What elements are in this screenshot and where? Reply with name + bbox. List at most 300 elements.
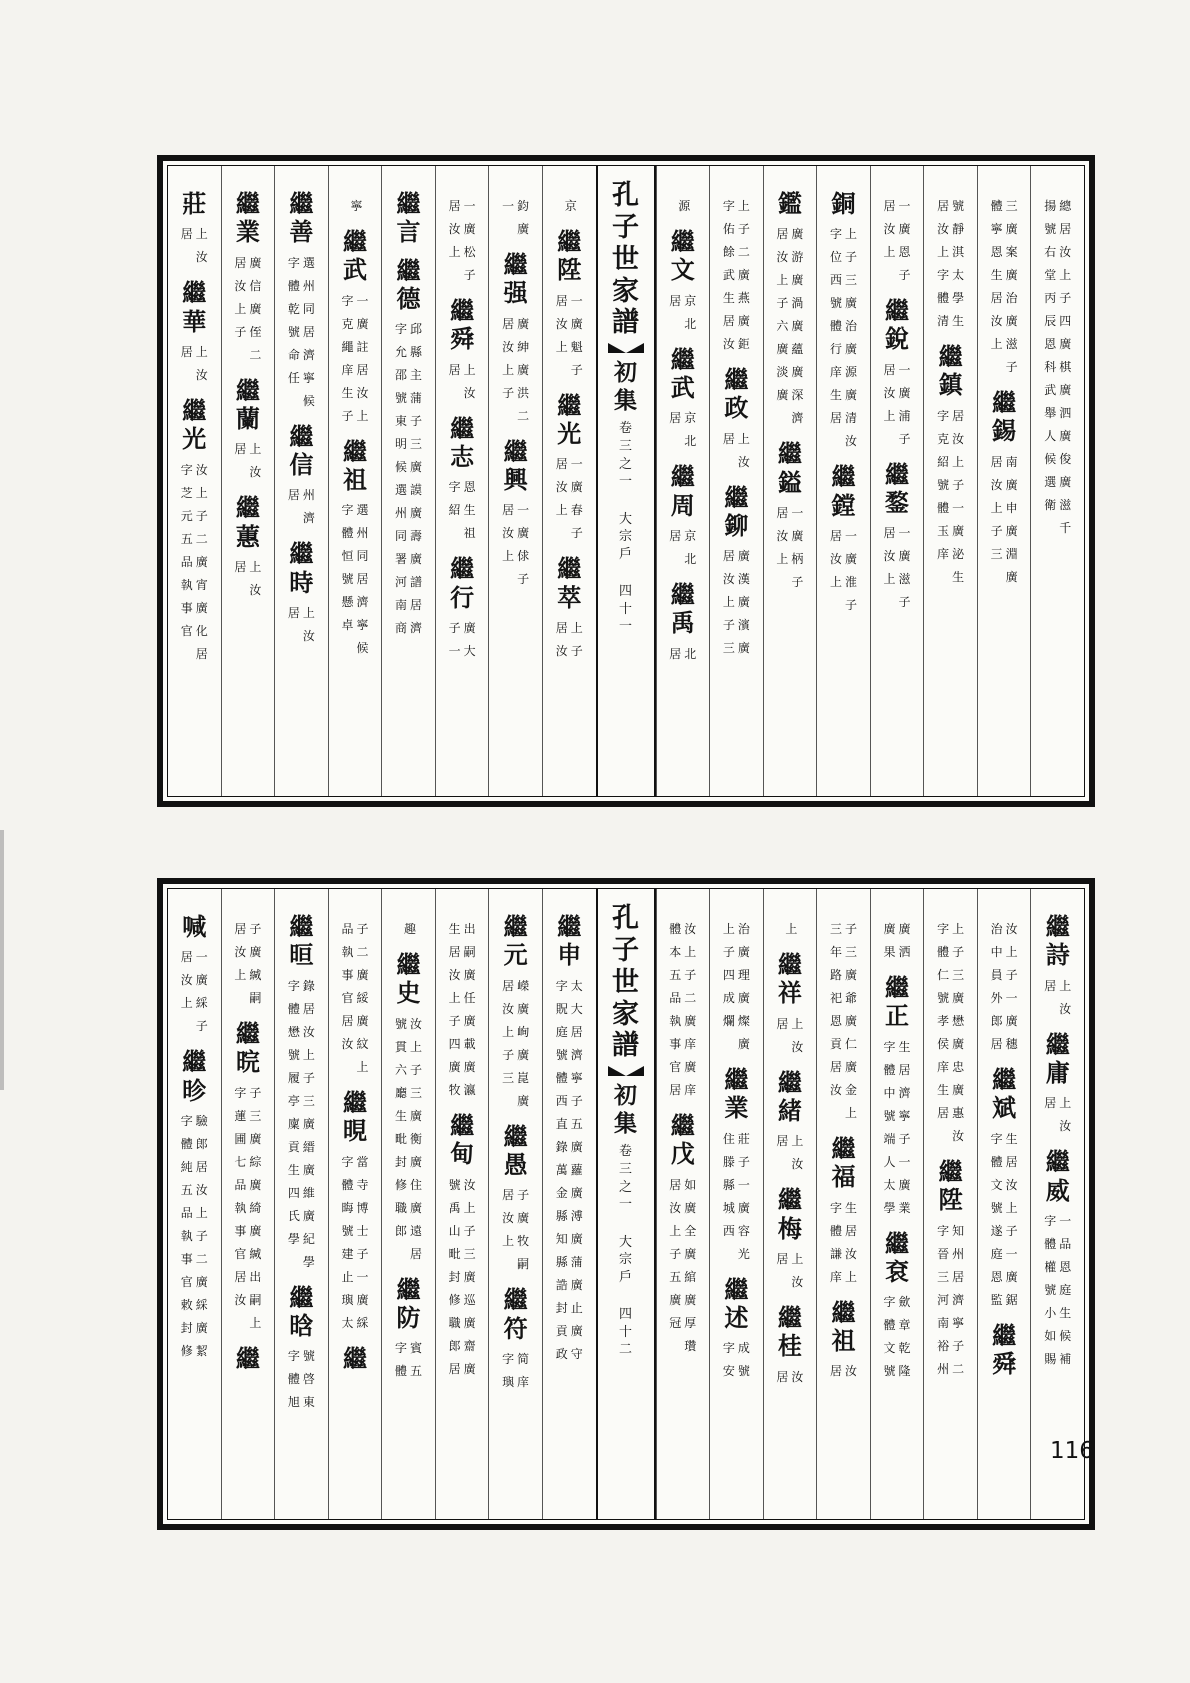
annotation-line-left bbox=[669, 407, 681, 453]
annotation-char: 上 bbox=[463, 1200, 476, 1215]
annotation-line-left bbox=[288, 252, 300, 413]
name-char: 晥 bbox=[235, 1047, 260, 1077]
register-column bbox=[870, 889, 924, 1519]
annotation-char: 寧 bbox=[350, 199, 363, 213]
entry-name bbox=[557, 392, 581, 449]
annotation-char: 居 bbox=[234, 922, 247, 936]
annotation-char: 申 bbox=[1005, 500, 1018, 515]
annotation-char: 汝 bbox=[1005, 922, 1018, 936]
annotation-char: 子 bbox=[898, 1131, 911, 1146]
annotation-char: 廣 bbox=[249, 301, 262, 316]
annotation-char: 廣 bbox=[356, 968, 369, 982]
entry-annotation bbox=[723, 545, 750, 660]
annotation-char: 生 bbox=[722, 291, 735, 305]
annotation-char: 如 bbox=[684, 1177, 697, 1192]
annotation-char: 緘 bbox=[249, 968, 262, 982]
annotation-char: 子 bbox=[737, 222, 750, 236]
annotation-char: 廣 bbox=[1005, 569, 1018, 584]
annotation-char: 士 bbox=[356, 1223, 369, 1238]
annotation-char: 仁 bbox=[937, 968, 950, 982]
annotation-char: 乾 bbox=[287, 301, 300, 316]
annotation-char: 止 bbox=[341, 1269, 354, 1284]
genealogy-entry bbox=[884, 190, 911, 287]
annotation-char: 子 bbox=[722, 945, 735, 959]
annotation-char: 大 bbox=[570, 1001, 583, 1016]
name-char: 繼 bbox=[503, 1121, 528, 1151]
annotation-char: 蓮 bbox=[234, 1108, 247, 1123]
annotation-line-right bbox=[356, 290, 368, 428]
annotation-line-left bbox=[288, 1345, 300, 1414]
annotation-char: 一 bbox=[898, 199, 911, 213]
register-column bbox=[542, 889, 596, 1519]
annotation-char: 居 bbox=[829, 1060, 842, 1074]
annotation-char: 生 bbox=[829, 388, 842, 403]
annotation-char: 廣 bbox=[517, 1001, 530, 1016]
annotation-char: 縣 bbox=[722, 1177, 735, 1192]
annotation-line-left bbox=[395, 318, 407, 640]
annotation-char: 一 bbox=[791, 505, 804, 520]
annotation-char: 侄 bbox=[249, 324, 262, 339]
annotation-char: 子 bbox=[570, 643, 583, 658]
entry-name bbox=[182, 1048, 206, 1105]
name-char: 鉚 bbox=[724, 510, 749, 540]
annotation-line-right bbox=[1006, 451, 1018, 589]
annotation-char: 體 bbox=[287, 1001, 300, 1016]
annotation-char: 全 bbox=[684, 1223, 697, 1238]
annotation-line-right bbox=[791, 223, 803, 430]
annotation-char: 上 bbox=[195, 1205, 208, 1220]
annotation-char: 居 bbox=[952, 1269, 965, 1284]
annotation-char: 貢 bbox=[287, 1139, 300, 1154]
genealogy-entry bbox=[937, 913, 964, 1148]
annotation-line-right bbox=[791, 1130, 803, 1176]
annotation-line-right bbox=[738, 1337, 750, 1383]
annotation-char: 如 bbox=[1044, 1328, 1057, 1343]
annotation-line-right bbox=[464, 1174, 476, 1381]
annotation-char: 一 bbox=[1005, 1246, 1018, 1261]
annotation-char: 穗 bbox=[1005, 1037, 1018, 1051]
name-char: 祥 bbox=[777, 978, 802, 1008]
annotation-line-right bbox=[791, 1366, 803, 1389]
annotation-char: 廣 bbox=[791, 365, 804, 380]
annotation-line-right bbox=[249, 556, 261, 602]
register-column bbox=[221, 889, 275, 1519]
annotation-char: 居 bbox=[302, 324, 315, 339]
entry-annotation bbox=[669, 918, 696, 1102]
annotation-char: 河 bbox=[395, 575, 408, 590]
annotation-char: 汝 bbox=[883, 222, 896, 236]
annotation-char: 上 bbox=[180, 996, 193, 1011]
annotation-char: 學 bbox=[883, 1200, 896, 1215]
annotation-char: 子 bbox=[570, 362, 583, 377]
annotation-char: 居 bbox=[570, 1024, 583, 1039]
annotation-char: 上 bbox=[1005, 945, 1018, 959]
genealogy-entry bbox=[669, 463, 696, 571]
annotation-line-right bbox=[303, 602, 315, 648]
spine-juan-char: 一 bbox=[618, 1197, 632, 1213]
name-char: 祖 bbox=[831, 1325, 856, 1355]
name-char: 禹 bbox=[670, 608, 695, 638]
genealogy-entry bbox=[234, 190, 261, 367]
annotation-char: 廣 bbox=[517, 1047, 530, 1062]
annotation-char: 廣 bbox=[249, 1131, 262, 1146]
annotation-char: 二 bbox=[517, 408, 530, 423]
annotation-char: 卓 bbox=[341, 618, 354, 633]
annotation-char: 廣 bbox=[463, 1014, 476, 1028]
annotation-char: 廣 bbox=[883, 922, 896, 936]
annotation-line-left bbox=[937, 195, 949, 333]
annotation-char: 州 bbox=[395, 506, 408, 521]
annotation-char: 小 bbox=[1044, 1305, 1057, 1320]
name-char: 繼 bbox=[557, 912, 582, 941]
name-char: 袞 bbox=[885, 1256, 910, 1286]
annotation-char: 汝 bbox=[502, 526, 515, 541]
name-char: 正 bbox=[885, 1001, 910, 1031]
annotation-char: 廣 bbox=[1005, 1014, 1018, 1028]
name-char: 政 bbox=[724, 393, 749, 423]
entry-name bbox=[397, 1276, 421, 1333]
entry-name bbox=[236, 377, 260, 434]
register-column bbox=[977, 166, 1031, 796]
entry-annotation bbox=[1044, 1092, 1071, 1138]
annotation-line-left bbox=[776, 502, 788, 594]
annotation-char: 居 bbox=[937, 199, 950, 213]
genealogy-entry bbox=[288, 1284, 315, 1415]
annotation-char: 恩 bbox=[990, 245, 1003, 259]
annotation-char: 任 bbox=[463, 991, 476, 1005]
annotation-line-left bbox=[449, 195, 461, 287]
spine-title-char: 譜 bbox=[612, 307, 639, 339]
entry-name bbox=[1046, 913, 1070, 970]
spine-title-char: 子 bbox=[612, 934, 639, 966]
name-char: 繼 bbox=[235, 493, 260, 523]
annotation-char: 廣 bbox=[1005, 268, 1018, 282]
annotation-char: 濟 bbox=[570, 1047, 583, 1062]
annotation-line-right bbox=[571, 975, 583, 1366]
annotation-char: 子 bbox=[990, 523, 1003, 538]
entry-name bbox=[343, 228, 367, 285]
genealogy-entry bbox=[776, 440, 803, 594]
annotation-char: 莊 bbox=[737, 1131, 750, 1146]
entry-annotation bbox=[776, 223, 803, 430]
spine-branch-char: 宗 bbox=[618, 529, 632, 545]
annotation-char: 濟 bbox=[791, 411, 804, 426]
name-char: 戊 bbox=[670, 1139, 695, 1169]
annotation-line-left bbox=[502, 499, 514, 591]
annotation-char: 子 bbox=[249, 922, 262, 936]
annotation-char: 居 bbox=[952, 408, 965, 423]
annotation-char: 上 bbox=[844, 1106, 857, 1120]
annotation-char: 嗣 bbox=[517, 1257, 530, 1272]
annotation-char: 隆 bbox=[898, 1364, 911, 1379]
annotation-char: 廣 bbox=[570, 480, 583, 495]
annotation-char: 事 bbox=[234, 1223, 247, 1238]
name-char: 華 bbox=[182, 306, 207, 336]
name-char: 武 bbox=[342, 255, 367, 285]
name-char: 斌 bbox=[992, 1093, 1017, 1123]
annotation-char: 候 bbox=[395, 460, 408, 475]
annotation-char: 庠 bbox=[517, 1374, 530, 1389]
annotation-char: 萬 bbox=[555, 1162, 568, 1177]
annotation-char: 子 bbox=[234, 324, 247, 339]
annotation-char: 上 bbox=[1059, 978, 1072, 993]
genealogy-entry bbox=[992, 1322, 1016, 1379]
genealogy-entry bbox=[991, 190, 1018, 379]
annotation-char: 號 bbox=[1044, 222, 1057, 236]
spine-juan-char: 三 bbox=[618, 439, 632, 455]
name-char: 梅 bbox=[777, 1213, 802, 1243]
annotation-char: 滋 bbox=[898, 572, 911, 587]
annotation-char: 一 bbox=[844, 528, 857, 543]
name-char: 繼 bbox=[503, 912, 528, 941]
annotation-char: 任 bbox=[287, 370, 300, 385]
annotation-char: 子 bbox=[737, 1154, 750, 1169]
annotation-char: 晉 bbox=[937, 1246, 950, 1261]
annotation-char: 允 bbox=[395, 345, 408, 360]
annotation-line-left bbox=[884, 1036, 896, 1220]
annotation-line-right bbox=[678, 195, 690, 218]
annotation-char: 泌 bbox=[952, 546, 965, 561]
entry-annotation bbox=[937, 195, 964, 333]
name-char: 舜 bbox=[450, 324, 475, 354]
annotation-char: 執 bbox=[341, 945, 354, 959]
entry-annotation bbox=[723, 195, 750, 356]
annotation-line-left bbox=[449, 359, 461, 405]
annotation-char: 事 bbox=[180, 600, 193, 615]
annotation-char: 居 bbox=[990, 1037, 1003, 1051]
annotation-char: 廣 bbox=[791, 273, 804, 288]
entry-annotation bbox=[669, 290, 696, 336]
annotation-char: 汝 bbox=[180, 973, 193, 988]
spine-title-char: 子 bbox=[612, 211, 639, 243]
annotation-char: 上 bbox=[249, 442, 262, 457]
annotation-char: 生 bbox=[952, 569, 965, 584]
annotation-char: 居 bbox=[410, 1246, 423, 1261]
genealogy-entry bbox=[556, 555, 583, 663]
name-char: 興 bbox=[503, 464, 528, 494]
annotation-char: 廣 bbox=[570, 1139, 583, 1154]
genealogy-entry bbox=[397, 190, 421, 247]
annotation-char: 執 bbox=[180, 1228, 193, 1243]
annotation-char: 治 bbox=[990, 922, 1003, 936]
annotation-char: 號 bbox=[555, 1047, 568, 1062]
annotation-char: 歛 bbox=[898, 1295, 911, 1310]
annotation-line-right bbox=[517, 1348, 529, 1394]
entry-annotation bbox=[884, 1291, 911, 1383]
entry-annotation bbox=[991, 195, 1018, 379]
register-column bbox=[221, 166, 275, 796]
annotation-line-right bbox=[196, 1110, 208, 1363]
annotation-char: 縉 bbox=[302, 1139, 315, 1154]
annotation-char: 中 bbox=[990, 945, 1003, 959]
entry-annotation bbox=[830, 1197, 857, 1289]
annotation-char: 東 bbox=[302, 1395, 315, 1410]
entry-annotation bbox=[181, 1110, 208, 1363]
name-char: 鑑 bbox=[777, 189, 802, 218]
annotation-char: 廣 bbox=[517, 316, 530, 331]
annotation-char: 體 bbox=[287, 1372, 300, 1387]
register-column bbox=[763, 166, 817, 796]
annotation-char: 品 bbox=[341, 922, 354, 936]
annotation-char: 上 bbox=[722, 922, 735, 936]
annotation-line-left bbox=[776, 1130, 788, 1176]
annotation-line-right bbox=[1006, 1128, 1018, 1312]
annotation-char: 庠 bbox=[829, 365, 842, 380]
spine-branch bbox=[619, 1234, 632, 1287]
annotation-char: 庠 bbox=[684, 1083, 697, 1097]
entry-name bbox=[1046, 1148, 1070, 1205]
annotation-char: 汝 bbox=[791, 1274, 804, 1289]
annotation-char: 居 bbox=[195, 1159, 208, 1174]
annotation-char: 漢 bbox=[737, 572, 750, 587]
name-char: 德 bbox=[396, 283, 421, 313]
annotation-char: 廣 bbox=[249, 1223, 262, 1238]
annotation-char: 子 bbox=[791, 574, 804, 589]
annotation-char: 廣 bbox=[1059, 475, 1072, 489]
name-char: 繼 bbox=[885, 1228, 910, 1258]
name-char: 繼 bbox=[450, 296, 475, 325]
annotation-char: 居 bbox=[776, 227, 789, 242]
annotation-char: 居 bbox=[883, 362, 896, 377]
genealogy-entry bbox=[449, 415, 476, 546]
annotation-char: 裕 bbox=[937, 1338, 950, 1353]
annotation-char: 錄 bbox=[555, 1139, 568, 1154]
annotation-line-left bbox=[181, 459, 193, 666]
name-char: 繼 bbox=[831, 462, 856, 492]
annotation-char: 上 bbox=[448, 245, 461, 259]
annotation-char: 體 bbox=[555, 1070, 568, 1085]
annotation-char: 三 bbox=[952, 968, 965, 982]
annotation-char: 孝 bbox=[937, 1014, 950, 1028]
annotation-char: 子 bbox=[517, 572, 530, 587]
genealogy-entry bbox=[288, 423, 315, 531]
entry-annotation bbox=[991, 451, 1018, 589]
annotation-line-left bbox=[181, 1110, 193, 1363]
annotation-char: 州 bbox=[356, 526, 369, 541]
annotation-line-left bbox=[449, 918, 461, 1102]
annotation-line-right bbox=[517, 195, 529, 241]
annotation-char: 上 bbox=[669, 1223, 682, 1238]
entry-name bbox=[504, 1286, 528, 1343]
annotation-char: 四 bbox=[1059, 314, 1072, 328]
name-char: 繼 bbox=[777, 1067, 802, 1097]
annotation-char: 居 bbox=[776, 1134, 789, 1149]
entry-name bbox=[289, 913, 313, 970]
annotation-char: 廣 bbox=[791, 319, 804, 334]
entry-annotation bbox=[669, 643, 696, 666]
annotation-char: 濟 bbox=[410, 621, 423, 636]
annotation-char: 恩 bbox=[898, 245, 911, 259]
annotation-char: 汝 bbox=[1005, 1177, 1018, 1192]
annotation-char: 廣 bbox=[844, 342, 857, 357]
annotation-char: 號 bbox=[1044, 1282, 1057, 1297]
genealogy-entry bbox=[1044, 1148, 1071, 1371]
annotation-char: 廣 bbox=[1005, 222, 1018, 236]
genealogy-entry bbox=[401, 913, 416, 941]
annotation-line-right bbox=[1059, 1210, 1071, 1371]
annotation-char: 員 bbox=[990, 968, 1003, 982]
name-char: 繼 bbox=[1045, 912, 1070, 941]
annotation-char: 知 bbox=[952, 1223, 965, 1238]
register-column bbox=[168, 889, 221, 1519]
name-char: 信 bbox=[289, 449, 314, 479]
entry-annotation bbox=[675, 195, 690, 218]
annotation-line-left bbox=[937, 405, 949, 589]
name-char: 繼 bbox=[670, 462, 695, 492]
annotation-char: 河 bbox=[937, 1292, 950, 1307]
annotation-char: 上 bbox=[234, 301, 247, 316]
annotation-line-left bbox=[884, 918, 896, 964]
name-char: 繼 bbox=[396, 189, 421, 218]
entry-annotation bbox=[723, 428, 750, 474]
annotation-line-left bbox=[288, 975, 300, 1274]
annotation-char: 廣 bbox=[195, 600, 208, 615]
entry-annotation bbox=[830, 918, 857, 1125]
annotation-char: 選 bbox=[356, 503, 369, 518]
annotation-char: 寺 bbox=[356, 1177, 369, 1192]
annotation-char: 廣 bbox=[302, 1162, 315, 1177]
annotation-char: 庭 bbox=[555, 1024, 568, 1039]
annotation-line-left bbox=[776, 1013, 788, 1059]
annotation-char: 業 bbox=[898, 1200, 911, 1215]
annotation-char: 濟 bbox=[302, 347, 315, 362]
annotation-char: 博 bbox=[356, 1200, 369, 1215]
annotation-line-right bbox=[899, 1036, 911, 1220]
annotation-line-right bbox=[517, 313, 529, 428]
genealogy-entry bbox=[395, 951, 422, 1266]
annotation-char: 學 bbox=[287, 1231, 300, 1246]
annotation-char: 學 bbox=[952, 291, 965, 305]
annotation-line-left bbox=[395, 1013, 407, 1266]
annotation-line-right bbox=[303, 252, 315, 413]
annotation-line-left bbox=[234, 252, 246, 367]
annotation-char: 滋 bbox=[1005, 337, 1018, 351]
register-column bbox=[435, 166, 489, 796]
annotation-char: 廣 bbox=[791, 227, 804, 242]
annotation-line-left bbox=[341, 1151, 353, 1335]
annotation-char: 字 bbox=[341, 1154, 354, 1169]
annotation-char: 居 bbox=[234, 255, 247, 270]
entry-annotation bbox=[181, 223, 208, 269]
annotation-char: 州 bbox=[302, 488, 315, 503]
annotation-char: 六 bbox=[395, 1062, 408, 1077]
annotation-char: 汝 bbox=[341, 1037, 354, 1051]
annotation-char: 廣 bbox=[410, 1200, 423, 1215]
name-char: 陞 bbox=[557, 255, 582, 285]
register-column bbox=[328, 166, 382, 796]
annotation-line-right bbox=[684, 525, 696, 571]
page-number: 116 bbox=[1050, 1438, 1094, 1464]
name-char: 繼 bbox=[992, 388, 1017, 417]
annotation-char: 居 bbox=[829, 411, 842, 426]
annotation-char: 廣 bbox=[517, 1211, 530, 1226]
annotation-char: 廣 bbox=[898, 549, 911, 564]
annotation-char: 上 bbox=[722, 595, 735, 610]
annotation-char: 上 bbox=[302, 605, 315, 620]
annotation-char: 生 bbox=[898, 1039, 911, 1054]
annotation-char: 上 bbox=[791, 1251, 804, 1266]
annotation-char: 侯 bbox=[937, 1037, 950, 1051]
name-char: 繼 bbox=[503, 1285, 528, 1315]
spine-volume-char: 初 bbox=[614, 1082, 637, 1110]
genealogy-entry bbox=[830, 190, 857, 453]
annotation-char: 生 bbox=[1059, 1305, 1072, 1320]
annotation-char: 一 bbox=[463, 199, 476, 213]
name-char: 晅 bbox=[289, 940, 314, 970]
annotation-char: 京 bbox=[564, 199, 577, 213]
annotation-char: 履 bbox=[287, 1070, 300, 1085]
annotation-char: 一 bbox=[570, 293, 583, 308]
